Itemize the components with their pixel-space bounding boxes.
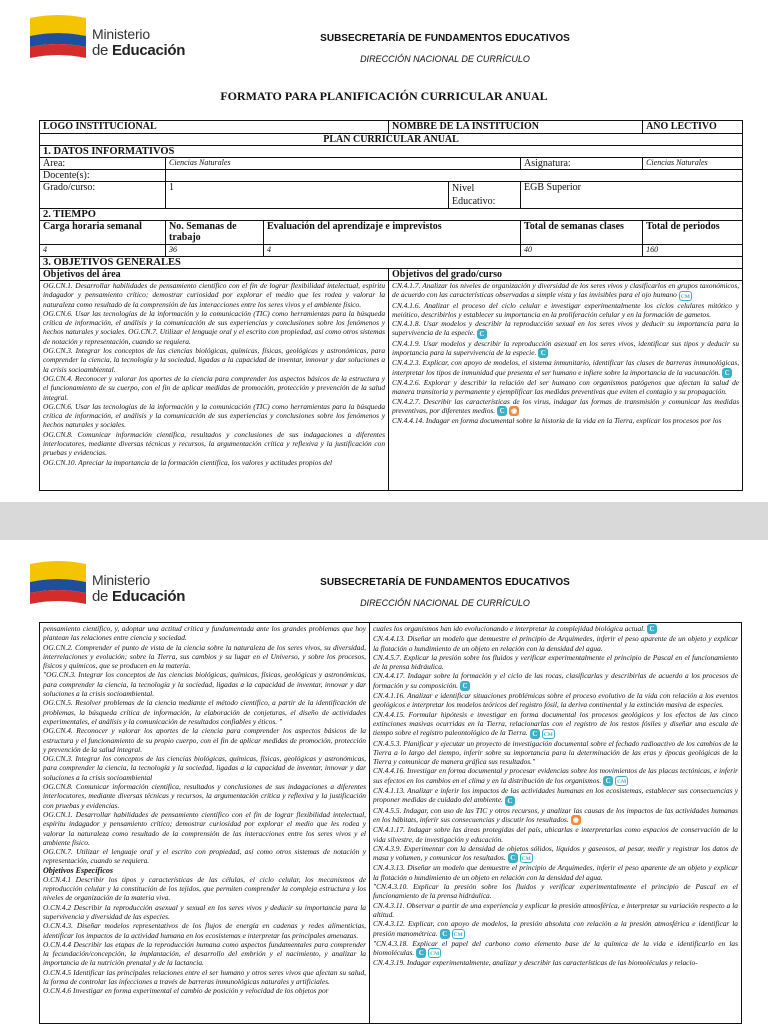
cm-badge-icon: CM bbox=[542, 729, 555, 739]
orange-badge-icon: ◉ bbox=[511, 407, 518, 416]
skill-text: CN.4.3.9. Experimentar con la densidad de objetos sólidos, líquidos y gaseosos, al pesar, medir y registrar los datos de masa y volumen, y comunicar los resultados. bbox=[373, 843, 738, 863]
objetivos-area-list bbox=[43, 624, 366, 866]
grado-label: Grado/curso: bbox=[40, 182, 166, 209]
skill-text: CN.4.3.11. Observar a partir de una experiencia y explicar la presión atmosférica, e interpretar su variación respecto a la altitud. bbox=[373, 900, 738, 919]
c-badge-icon: C bbox=[530, 729, 540, 739]
objective-item: OG.CN.8. Comunicar información científica, resultados y conclusiones de sus indagaciones a diferentes interlocutores, mediante diversas técnicas y recursos, la argumentación crítica y reflexiva y la justificación con pruebas y evidencias. bbox=[43, 429, 386, 458]
skill-text: cuales los organismos han ido evolucionando e interpretar la complejidad biológica actual. bbox=[373, 624, 646, 633]
objetivos-grado-cell bbox=[370, 623, 741, 1023]
objective-item: OG.CN.5. Resolver problemas de la ciencia mediante el método científico, a partir de la identificación de problemas, la búsqueda crítica de información, la elaboración de conjeturas, el diseño de actividades experimentales, el análisis y la comunicación de resultados confiables y éticos. " bbox=[43, 698, 366, 726]
c-badge-icon: C bbox=[497, 406, 507, 416]
skill-item bbox=[392, 281, 739, 301]
objetivos-grado-cell bbox=[389, 281, 743, 491]
semanas-trabajo-value: 36 bbox=[166, 245, 264, 257]
skill-item bbox=[373, 739, 738, 767]
ministerio-logo bbox=[28, 14, 188, 64]
carga-horaria-value: 4 bbox=[40, 245, 166, 257]
grado-value: 1 bbox=[166, 182, 449, 209]
logo-ministerio-text: Ministerio bbox=[92, 26, 150, 42]
direccion-subtitle: DIRECCIÓN NACIONAL DE CURRÍCULO bbox=[360, 54, 530, 64]
objetivos-grado-list bbox=[392, 281, 739, 425]
objective-item: OG.CN.4. Reconocer y valorar los aportes de la ciencia para comprender los aspectos básicos de la estructura y el funcionamiento de su propio cuerpo, con el fin de aplicar medidas de promoción, protección y prevención de la salud integral. bbox=[43, 726, 366, 754]
objective-item: OG.CN.1. Desarrollar habilidades de pensamiento científico con el fin de lograr flexibilidad intelectual, espíritu indagador y pensamiento crítico; demostrar curiosidad por explorar el medio que les rodea y valorar la naturaleza como resultado de la comprensión de las interacciones entre los seres vivos y el ambiente físico. bbox=[43, 281, 386, 309]
document-page-1 bbox=[0, 0, 768, 502]
anio-lectivo-label: AÑO LECTIVO bbox=[643, 121, 743, 134]
skill-text: CN.4.2.3. Explicar, con apoyo de modelos, el sistema inmunitario, identificar las clases de barreras inmunológicas, interpretar los tipos de inmunidad que presenta el ser humano e infiere sobre la importancia de la vacunación. bbox=[392, 358, 740, 377]
asignatura-label: Asignatura: bbox=[521, 158, 643, 170]
skill-item bbox=[392, 319, 739, 339]
total-periodos-value: 160 bbox=[643, 245, 743, 257]
skill-item bbox=[392, 416, 739, 425]
document-title: FORMATO PARA PLANIFICACIÓN CURRICULAR ANUAL bbox=[220, 89, 548, 103]
skill-item bbox=[392, 358, 739, 378]
c-badge-icon: C bbox=[416, 948, 426, 958]
section-tiempo: 2. TIEMPO bbox=[40, 209, 743, 221]
objective-item: OG.CN.10. Apreciar la importancia de la formación científica, los valores y actitudes propios del bbox=[43, 457, 333, 467]
objetivos-area-cell bbox=[40, 623, 370, 1023]
skill-item bbox=[373, 919, 738, 939]
c-badge-icon: C bbox=[477, 329, 487, 339]
c-badge-icon: C bbox=[460, 681, 470, 691]
plan-curricular-title: PLAN CURRICULAR ANUAL bbox=[40, 134, 743, 146]
objective-item: O.CN.4.4 Describir las etapas de la reproducción humana como aspectos fundamentales para comprender la fecundación/concepción, la implantación, el desarrollo del embrión y el nacimiento, y analizar la importancia de la nutrición prenatal y de la lactancia. bbox=[43, 939, 366, 968]
objective-item: O.CN.4.6 Investigar en forma experimental el cambio de posición y velocidad de los objetos por bbox=[43, 986, 329, 996]
col-semanas-trabajo: No. Semanas de trabajo bbox=[166, 221, 264, 245]
area-label: Área: bbox=[40, 158, 166, 170]
skill-text: CN.4.1.6. Analizar el proceso del ciclo celular e investigar experimentalmente los ciclos celulares mitótico y meiótico, describirlos y establecer su importancia en la proliferación celular y en la formación de gametos. bbox=[392, 300, 740, 319]
objetivos-especificos-list bbox=[43, 875, 366, 996]
skill-text: CN.4.3.12. Explicar, con apoyo de modelos, la presión absoluta con relación a la presión atmosférica e identificar la presión manométrica. bbox=[373, 919, 738, 938]
skill-item bbox=[392, 301, 739, 320]
col-evaluacion: Evaluación del aprendizaje e imprevistos bbox=[264, 221, 521, 245]
cm-badge-icon: CM bbox=[679, 291, 692, 301]
skill-item bbox=[373, 882, 738, 901]
objective-item: "OG.CN.3. Integrar los conceptos de las ciencias biológicas, químicas, físicas, geológicas y astronómicas, para comprender la ciencia, la tecnología y la sociedad, ligadas a la capacidad de inventar, innovar y dar soluciones a la crisis socioambiental. bbox=[43, 670, 366, 699]
plan-table bbox=[39, 120, 743, 491]
skill-text: CN.4.4.15. Formular hipótesis e investigar en forma documental los procesos geológicos y los efectos de las cinco extinciones masivas ocurridas en la Tierra, relacionarlas con el registro de los restos fósiles y diseñar una escala de tiempo sobre el registro paleontológico de la Tierra. bbox=[373, 709, 738, 738]
c-badge-icon: C bbox=[647, 624, 657, 634]
skill-text: CN.4.1.9. Usar modelos y describir la reproducción asexual en los seres vivos, identificar sus tipos y deducir su importancia para la supervivencia de la especie. bbox=[392, 338, 740, 358]
logo-educacion-text: de Educación bbox=[92, 42, 186, 59]
objective-item: O.CN.4.5 Identificar las principales relaciones entre el ser humano y otros seres vivos que afectan su salud, la forma de controlar las infecciones a través de barreras inmunológicas naturales y artificiales. bbox=[43, 967, 366, 986]
area-value: Ciencias Naturales bbox=[166, 158, 521, 170]
skill-text: CN.4.1.17. Indagar sobre las áreas protegidas del país, ubicarlas e interpretarlas como espacios de conservación de la vida silvestre, de investigación y educación. bbox=[373, 825, 738, 844]
skill-text: CN.4.3.19. Indagar experimentalmente, analizar y describir las características de las biomoléculas y relacio- bbox=[373, 958, 698, 968]
c-badge-icon: C bbox=[722, 368, 732, 378]
skill-text: CN.4.2.7. Describir las características de los virus, indagar las formas de transmisión y comunicar las medidas preventivas, por diferentes medios. bbox=[392, 396, 740, 415]
col-total-periodos: Total de periodos bbox=[643, 221, 743, 245]
logo-institucional-label: LOGO INSTITUCIONAL bbox=[40, 121, 389, 134]
section-datos-informativos: 1. DATOS INFORMATIVOS bbox=[40, 146, 743, 158]
cm-badge-icon: CM bbox=[520, 853, 533, 863]
skill-item bbox=[373, 691, 738, 710]
objective-item: OG.CN.2. Comprender el punto de vista de la ciencia sobre la naturaleza de los seres vivos, su diversidad, interrelaciones y evolución; sobre la Tierra, sus cambios y su lugar en el Universo, y sobre los procesos, físicos y químicos, que se producen en la materia. bbox=[43, 642, 366, 671]
objective-item: OG.CN.6. Usar las tecnologías de la información y la comunicación (TIC) como herramientas para la búsqueda crítica de información, el análisis y la comunicación de sus experiencias y conclusiones sobre los fenómenos y hechos naturales y sociales. OG.CN.7. Utilizar el lenguaje oral y el escrito con propiedad, así como otros sistemas de notación y representación, cuando se requiera. bbox=[43, 308, 386, 346]
direccion-subtitle: DIRECCIÓN NACIONAL DE CURRÍCULO bbox=[360, 598, 530, 608]
skill-item bbox=[373, 844, 738, 864]
objective-item: O.CN.4.1 Describir los tipos y características de las células, el ciclo celular, los mecanismos de reproducción celular y la constitución de los tejidos, que permiten comprender la compleja estructura y los niveles de organización de la materia viva. bbox=[43, 874, 366, 903]
document-page-2 bbox=[0, 540, 768, 1024]
objective-item: O.CN.4.3. Diseñar modelos representativos de los flujos de energía en cadenas y redes alimenticias, identificar los impactos de la actividad humana en los ecosistemas e interpretar las principales amenazas. bbox=[43, 921, 366, 940]
logo-ministerio-text: Ministerio bbox=[92, 572, 150, 588]
skill-item bbox=[392, 378, 739, 397]
skill-text: CN.4.1.7. Analizar los niveles de organización y diversidad de los seres vivos y clasificarlos en grupos taxonómicos, de acuerdo con las características observadas a simple vista y las invisibles para el ojo humano bbox=[392, 281, 740, 300]
col-total-semanas: Total de semanas clases bbox=[521, 221, 643, 245]
cm-badge-icon: CM bbox=[428, 948, 441, 958]
ecuador-flag-icon bbox=[28, 560, 88, 606]
nivel-educativo-label: Nivel Educativo: bbox=[449, 182, 521, 209]
skill-item bbox=[373, 671, 738, 691]
objective-item: OG.CN.7. Utilizar el lenguaje oral y el escrito con propiedad, así como otros sistemas de notación y representación, cuando se requiera. bbox=[43, 847, 366, 866]
objective-item: OG.CN.1. Desarrollar habilidades de pensamiento científico con el fin de lograr flexibilidad intelectual, espíritu indagador y pensamiento crítico; demostrar curiosidad por explorar el medio que les rodea y valorar la naturaleza como resultado de la comprensión de las interacciones entre los seres vivos y el ambiente físico. bbox=[43, 809, 366, 847]
objective-item: OG.CN.6. Usar las tecnologías de la información y la comunicación (TIC) como herramientas para la búsqueda crítica de información, el análisis y la comunicación de sus experiencias y conclusiones sobre los fenómenos y hechos naturales y sociales. bbox=[43, 401, 386, 430]
cm-badge-icon: CM bbox=[615, 776, 628, 786]
skill-text: CN.4.3.13. Diseñar un modelo que demuestre el principio de Arquímedes, inferir el peso aparente de un objeto y explicar la flotación o hundimiento de un objeto en relación con la densidad del agua. bbox=[373, 863, 738, 882]
objetivos-grado-list bbox=[373, 624, 738, 968]
objective-item: O.CN.4.2 Describir la reproducción asexual y sexual en los seres vivos y deducir su importancia para la supervivencia y diversidad de las especies. bbox=[43, 902, 366, 921]
orange-badge-icon: ◉ bbox=[572, 816, 579, 825]
nombre-institucion-label: NOMBRE DE LA INSTITUCION bbox=[389, 121, 643, 134]
ecuador-flag-icon bbox=[28, 14, 88, 60]
skill-text: "CN.4.3.10. Explicar la presión sobre los fluidos y verificar experimentalmente el principio de Pascal en el funcionamiento de la prensa hidráulica. bbox=[373, 882, 738, 901]
ministerio-logo bbox=[28, 560, 188, 610]
evaluacion-value: 4 bbox=[264, 245, 521, 257]
skill-text: CN.4.5.5. Indagar, con uso de las TIC y otros recursos, y analizar las causas de los impactos de las actividades humanas en los hábitats, inferir sus consecuencias y discutir los resultados. bbox=[373, 805, 738, 824]
objective-item: OG.CN.3. Integrar los conceptos de las ciencias biológicas, químicas, físicas, geológicas y astronómicas, para comprender la ciencia, la tecnología y la sociedad, ligadas a la capacidad de inventar, innovar y dar soluciones a la crisis socioambiental. bbox=[43, 346, 386, 374]
docente-label: Docente(s): bbox=[40, 170, 166, 182]
objective-item: OG.CN.8. Comunicar información científica, resultados y conclusiones de sus indagaciones a diferentes interlocutores, mediante diversas técnicas y recursos, la argumentación crítica y reflexiva y la justificación con pruebas y evidencias. bbox=[43, 782, 366, 810]
c-badge-icon: C bbox=[505, 796, 515, 806]
objetivos-especificos-heading: Objetivos Específicos bbox=[43, 865, 113, 875]
skill-text: CN.4.1.16. Analizar e identificar situaciones problémicas sobre el proceso evolutivo de la vida con relación a los eventos geológicos e interpretar los modelos teóricos del registro fósil, la deriva continental y la extinción masiva de especies. bbox=[373, 691, 738, 710]
skill-item bbox=[373, 863, 738, 882]
objetivos-continuation bbox=[39, 622, 742, 1024]
skill-item bbox=[373, 939, 738, 959]
skill-item bbox=[373, 901, 738, 920]
skill-item bbox=[373, 624, 738, 634]
objective-item: OG.CN.3. Integrar los conceptos de las ciencias biológicas, químicas, físicas, geológicas y astronómicas, para comprender la ciencia, la tecnología y la sociedad, ligadas a la capacidad de inventar, innovar y dar soluciones a la crisis socioambiental bbox=[43, 754, 366, 782]
skill-item bbox=[373, 958, 738, 967]
objective-item: pensamiento científico, y, adoptar una actitud crítica y fundamentada ante los grandes problemas que hoy plantean las relaciones entre ciencia y sociedad. bbox=[43, 624, 366, 643]
col-carga-horaria: Carga horaria semanal bbox=[40, 221, 166, 245]
skill-item bbox=[373, 634, 738, 653]
logo-educacion-text: de Educación bbox=[92, 588, 186, 605]
section-objetivos-generales: 3. OBJETIVOS GENERALES bbox=[40, 257, 743, 269]
skill-text: CN.4.5.7. Explicar la presión sobre los fluidos y verificar experimentalmente el principio de Pascal en el funcionamiento de la prensa hidráulica. bbox=[373, 652, 738, 672]
skill-text: CN.4.4.13. Diseñar un modelo que demuestre el principio de Arquímedes, inferir el peso aparente de un objeto y explicar la flotación o hundimiento de un objeto en relación con la densidad del agua. bbox=[373, 634, 738, 653]
skill-item bbox=[373, 710, 738, 739]
skill-text: "CN.4.3.18. Explicar el papel del carbono como elemento base de la química de la vida e identificarlo en las biomoléculas. bbox=[373, 938, 738, 958]
objetivos-area-cell bbox=[40, 281, 389, 491]
skill-text: CN.4.4.16. Investigar en forma documental y procesar evidencias sobre los movimientos de las placas tectónicas, e inferir sus efectos en los cambios en el clima y en la distribución de los organismos. bbox=[373, 766, 738, 785]
skill-text: CN.4.1.13. Analizar e inferir los impactos de las actividades humanas en los ecosistemas, establecer sus consecuencias y proponer medidas de cuidado del ambiente. bbox=[373, 786, 738, 805]
skill-item bbox=[373, 766, 738, 786]
skill-text: CN.4.1.8. Usar modelos y describir la reproducción sexual en los seres vivos y deducir su importancia para la supervivencia de la especie. bbox=[392, 319, 740, 338]
skill-item bbox=[373, 825, 738, 844]
objective-item: OG.CN.4. Reconocer y valorar los aportes de la ciencia para comprender los aspectos básicos de la estructura y el funcionamiento de su cuerpo, con el fin de aplicar medidas de promoción, protección y prevención de la salud integral. bbox=[43, 373, 386, 402]
skill-item bbox=[392, 397, 739, 417]
skill-text: CN.4.4.14. Indagar en forma documental sobre la historia de la vida en la Tierra, explicar los procesos por los bbox=[392, 416, 722, 426]
skill-item bbox=[373, 653, 738, 672]
subsecretaria-title: SUBSECRETARÍA DE FUNDAMENTOS EDUCATIVOS bbox=[320, 33, 570, 44]
c-badge-icon: C bbox=[440, 929, 450, 939]
skill-item bbox=[392, 339, 739, 359]
c-badge-icon: C bbox=[508, 853, 518, 863]
skill-text: CN.4.2.6. Explorar y describir la relación del ser humano con organismos patógenos que afectan la salud de manera transitoria y permanente y ejemplificar las medidas preventivas que eviten el contagio y su propagación. bbox=[392, 377, 740, 397]
skill-item bbox=[373, 786, 738, 806]
c-badge-icon: C bbox=[603, 776, 613, 786]
cm-badge-icon: CM bbox=[452, 929, 465, 939]
asignatura-value: Ciencias Naturales bbox=[643, 158, 743, 170]
skill-text: CN.4.4.17. Indagar sobre la formación y el ciclo de las rocas, clasificarlas y describirlas de acuerdo a los procesos de formación y su composición. bbox=[373, 671, 738, 690]
objetivos-area-header: Objetivos del área bbox=[40, 269, 389, 281]
skill-text: CN.4.5.3. Planificar y ejecutar un proyecto de investigación documental sobre el fechado radioactivo de los cambios de la Tierra a lo largo del tiempo, inferir sobre su importancia para la determinación de las eras y épocas geológicas de la Tierra y comunicar de manera gráfica sus resultados." bbox=[373, 738, 738, 767]
subsecretaria-title: SUBSECRETARÍA DE FUNDAMENTOS EDUCATIVOS bbox=[320, 577, 570, 588]
docente-value bbox=[166, 170, 743, 182]
nivel-educativo-value: EGB Superior bbox=[521, 182, 743, 209]
c-badge-icon: C bbox=[538, 348, 548, 358]
skill-item bbox=[373, 806, 738, 826]
objetivos-grado-header: Objetivos del grado/curso bbox=[389, 269, 743, 281]
objetivos-area-list bbox=[43, 281, 385, 467]
total-semanas-value: 40 bbox=[521, 245, 643, 257]
